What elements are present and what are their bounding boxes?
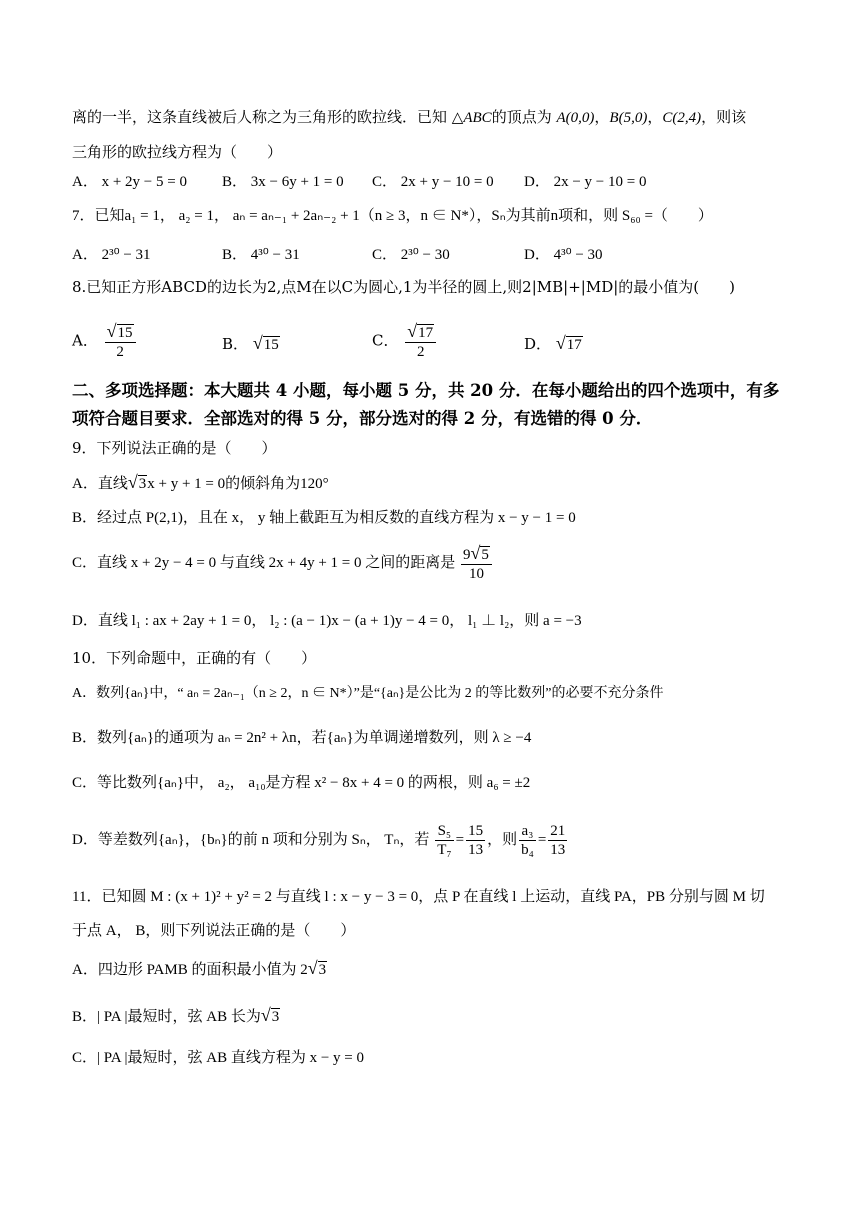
q11-line2: 于点 A， B，则下列说法正确的是（ ） [72, 923, 356, 939]
q9-c-num-coef: 9 [463, 547, 471, 563]
q7-stem-a: 7．已知 [72, 208, 125, 224]
q9-a-root: 3 [138, 476, 147, 492]
q9-option-a: A．直线√3x + y + 1 = 0的倾斜角为120° [72, 472, 329, 492]
q11-a-text: A．四边形 PAMB 的面积最小值为 2 [72, 962, 308, 978]
q8-option-b: B． √15 [222, 333, 279, 353]
q11-option-b: B．| PA |最短时，弦 AB 长为√3 [72, 1005, 280, 1025]
q11-a-root: 3 [318, 962, 327, 978]
q6-point-a: A(0,0) [556, 110, 595, 126]
q10-stem: 10．下列命题中，正确的有（ ） [72, 649, 317, 667]
q6-text-a: 离的一半，这条直线被后人称之为三角形的欧拉线．已知 [72, 108, 448, 126]
q11-b-text: B．| PA |最短时，弦 AB 长为 [72, 1009, 261, 1025]
q8-option-c [372, 322, 438, 361]
q7-stem-b: a₁ = 1， a₂ = 1， aₙ = aₙ₋₁ + 2aₙ₋₂ + 1（n ≥ 3，n ∈ N*），Sₙ为其前n项和，则 S₆₀ =（ ） [124, 208, 713, 224]
q8-d-val: 17 [566, 337, 582, 353]
q10-d-frac2-den: 13 [468, 842, 484, 859]
q10-d-frac2 [466, 822, 485, 859]
q6-point-b: B(5,0) [609, 110, 648, 126]
q10-d-frac4-den: 13 [550, 842, 566, 859]
q8-a-fraction: $\frac{√15}{2}$ [105, 322, 136, 361]
q11-line1: 11．已知圆 M : (x + 1)² + y² = 2 与直线 l : x − y − 3 = 0，点 P 在直线 l 上运动，直线 PA，PB 分别与圆 M 切 [72, 889, 765, 905]
q6-option-d: D． 2x − y − 10 = 0 [524, 174, 647, 190]
q8-a-num: 15 [117, 325, 133, 341]
q8-b-label: B． [222, 335, 249, 353]
q6-line1 [72, 106, 794, 129]
q10-d-eq1: = [455, 832, 465, 848]
q9-option-c [72, 544, 794, 583]
triangle-symbol: △ [451, 108, 464, 126]
q8-option-d: D． √17 [524, 333, 582, 353]
q6-sep2: ， [647, 108, 663, 126]
q8-c-label: C． [372, 331, 399, 350]
q6-sep1: ， [594, 108, 610, 126]
q9-c-text: C．直线 x + 2y − 4 = 0 与直线 2x + 4y + 1 = 0 之间的距离是 [72, 554, 456, 571]
q8-c-fraction: $\frac{√17}{2}$ [405, 322, 436, 361]
q10-option-b: B．数列{aₙ}的通项为 aₙ = 2n² + λn，若{aₙ}为单调递增数列，则 λ ≥ −4 [72, 730, 532, 746]
q9-a-rest: x + y + 1 = 0的倾斜角为120° [147, 476, 329, 492]
q10-d-frac3 [519, 822, 536, 859]
q7-option-d: D． 4³⁰ − 30 [524, 247, 603, 263]
q10-option-a: A．数列{aₙ}中，“ aₙ = 2aₙ₋₁（n ≥ 2，n ∈ N*）”是“{aₙ}是公比为 2 的等比数列”的必要不充分条件 [72, 686, 664, 701]
q9-c-fraction: $\frac{9√5}{10}$ [461, 544, 492, 583]
q7-option-c: C． 2³⁰ − 30 [372, 247, 450, 263]
q10-d-frac1-num: S₅ [435, 822, 453, 841]
q10-d-frac2-num: 15 [468, 823, 484, 840]
q6-option-c: C． 2x + y − 10 = 0 [372, 174, 494, 190]
q6-triangle-name: ABC [463, 110, 492, 126]
section2-heading-line2: 项符合题目要求．全部选对的得 5 分，部分选对的得 2 分，有选错的得 0 分． [72, 409, 653, 428]
q6-option-a: A． x + 2y − 5 = 0 [72, 174, 187, 190]
q9-option-d: D．直线 l₁ : ax + 2ay + 1 = 0， l₂ : (a − 1)x − (a + 1)y − 4 = 0， l₁ ⊥ l₂，则 a = −3 [72, 613, 582, 629]
q9-a-text: A．直线 [72, 476, 128, 492]
q11-b-root: 3 [271, 1009, 280, 1025]
q8-c-den: 2 [416, 344, 425, 360]
q11-option-c: C．| PA |最短时，弦 AB 直线方程为 x − y = 0 [72, 1050, 364, 1066]
q9-c-den: 10 [468, 566, 484, 582]
section2-heading-line1: 二、多项选择题：本大题共 4 小题，每小题 5 分，共 20 分．在每小题给出的四个选项中，有多 [72, 381, 780, 400]
q8-c-num: 17 [418, 325, 434, 341]
q6-point-c: C(2,4) [662, 110, 702, 126]
q10-d-text: D．等差数列{aₙ}，{bₙ}的前 n 项和分别为 Sₙ， Tₙ，若 [72, 832, 430, 848]
q9-stem: 9．下列说法正确的是（ ） [72, 439, 277, 457]
q10-d-frac3-den: b₄ [521, 842, 534, 859]
q6-text-i: ，则该 [701, 108, 747, 126]
q8-b-val: 15 [263, 337, 279, 353]
q8-a-den: 2 [116, 344, 124, 360]
q8-stem: 8.已知正方形ABCD的边长为2,点M在以C为圆心,1为半径的圆上,则2|MB|+|MD|的最小值为( ) [72, 278, 735, 296]
q9-option-b: B．经过点 P(2,1)，且在 x， y 轴上截距互为相反数的直线方程为 x − y − 1 = 0 [72, 510, 576, 526]
q7-option-b: B． 4³⁰ − 31 [222, 247, 300, 263]
q10-d-frac1 [435, 822, 453, 859]
q10-d-frac1-den: T₇ [437, 842, 452, 859]
q8-option-a [72, 322, 138, 361]
q10-d-eq2: = [537, 832, 547, 848]
q10-d-frac3-num: a₃ [519, 822, 536, 841]
q6-text-c: 的顶点为 [491, 108, 552, 126]
q10-d-frac4 [548, 822, 567, 859]
q7-stem [72, 205, 794, 227]
q9-c-num-root: 5 [481, 547, 489, 563]
q11-option-a: A．四边形 PAMB 的面积最小值为 2√3 [72, 958, 327, 978]
q7-option-a: A． 2³⁰ − 31 [72, 247, 151, 263]
q10-option-d [72, 818, 794, 862]
q10-option-c: C．等比数列{aₙ}中， a₂， a₁₀是方程 x² − 8x + 4 = 0 的两根，则 a₆ = ±2 [72, 775, 531, 791]
q6-option-b: B． 3x − 6y + 1 = 0 [222, 174, 344, 190]
q8-d-label: D． [524, 335, 552, 353]
q10-d-then: ，则 [487, 832, 518, 848]
q8-a-label: A． [72, 331, 98, 350]
q6-line2: 三角形的欧拉线方程为（ ） [72, 143, 283, 161]
q10-d-frac4-num: 21 [550, 823, 566, 840]
